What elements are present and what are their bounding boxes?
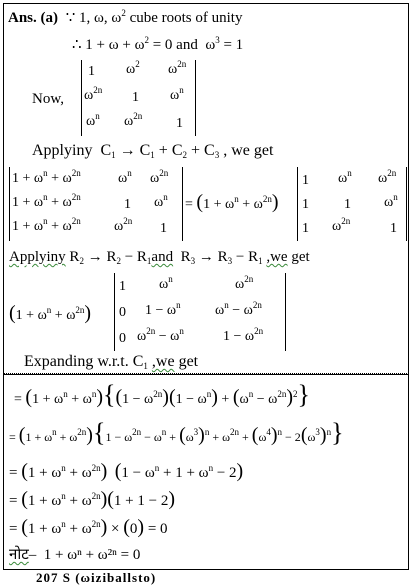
det1-cell: 1 <box>88 64 95 79</box>
det1-cell: $\omega^{2n}$ <box>168 59 187 77</box>
det3-cell: 0 <box>119 331 126 346</box>
det2r-cell: $\omega^n$ <box>384 192 398 210</box>
det1-cell: $\omega^n$ <box>86 111 100 129</box>
det2r-cell: 1 <box>302 221 309 236</box>
det2-cell: $\omega^n$ <box>118 168 132 186</box>
det1-cell: $\omega^{2n}$ <box>84 85 103 103</box>
det2-cell: 1 <box>124 197 131 212</box>
equation-3: = $(1 + \omega^n + \omega^{2n})$ $(1 - \omega^n + 1 + \omega^n - 2)$ <box>9 460 244 482</box>
det2-cell: $1 + \omega^n + \omega^{2n}$ <box>12 216 81 234</box>
determinant-3 <box>114 273 286 351</box>
det2r-cell: 1 <box>344 197 351 212</box>
det2-factor: = $(1 + \omega^n + \omega^{2n})$ <box>185 191 279 213</box>
determinant-1 <box>81 60 196 136</box>
det2-cell: $1 + \omega^n + \omega^{2n}$ <box>12 192 81 210</box>
det3-cell: 0 <box>119 305 126 320</box>
equation-2: = $(1 + \omega^n + \omega^{2n})\{1 - \omega^{2n} - \omega^n + (\omega^3)^n + \omega^{2n} + (\omega^4)^n - 2(\omega^3)^n\}$ <box>9 418 344 447</box>
det1-cell: $\omega^{2n}$ <box>124 111 143 129</box>
det2r-cell: $\omega^{2n}$ <box>378 168 397 186</box>
note-line: नोट– 1 + ωⁿ + ω²ⁿ = 0 <box>9 547 141 563</box>
det2r-cell: $\omega^n$ <box>338 168 352 186</box>
det2r-cell: 1 <box>302 197 309 212</box>
det3-cell: $\omega^{2n} - \omega^n$ <box>137 326 184 344</box>
det3-cell: $\omega^n - \omega^{2n}$ <box>215 300 262 318</box>
det3-cell: 1 <box>119 279 126 294</box>
det2r-cell: 1 <box>390 221 397 236</box>
det3-cell: $1 - \omega^{2n}$ <box>223 326 264 344</box>
det2-cell: $\omega^{2n}$ <box>114 216 133 234</box>
det2-cell: 1 <box>160 221 167 236</box>
det3-cell: $\omega^{2n}$ <box>235 274 254 292</box>
answer-label: Ans. (a) <box>8 10 59 26</box>
det2-cell: $\omega^n$ <box>154 192 168 210</box>
step-3-text: Expanding w.r.t. $C_1$ ,we get <box>24 353 199 371</box>
sum-statement: ∴ $1 + \omega + \omega^2 = 0$ and $\omega^3 = 1$ <box>72 35 244 53</box>
equation-1: = $(1 + \omega^n + \omega^n)\{(1 - \omega^{2n})(1 - \omega^n) + (\omega^n - \omega^{2n})^2\}$ <box>14 380 310 409</box>
det1-cell: 1 <box>132 90 139 105</box>
det3-factor: $(1 + \omega^n + \omega^{2n})$ <box>9 302 92 324</box>
determinant-2-right <box>297 167 407 241</box>
det2-cell: $\omega^{2n}$ <box>150 168 169 186</box>
equation-4: = $(1 + \omega^n + \omega^{2n})(1 + 1 - 2)$ <box>9 488 175 510</box>
det2r-cell: $\omega^{2n}$ <box>332 216 351 234</box>
det2r-cell: 1 <box>302 173 309 188</box>
step-2-text: Applyiny $R_2 \to R_2 - R_1and$ $R_3 \to R_3 - R_1$ ,we get <box>9 249 310 266</box>
footer-text: 207 S (ωiziballsto) <box>36 570 157 585</box>
step-1-text: Applyiny $C_1 \to C_1 + C_2 + C_3$ , we get <box>32 142 274 160</box>
det1-cell: 1 <box>176 116 183 131</box>
det3-cell: $\omega^n$ <box>159 274 173 292</box>
now-label: Now, <box>32 91 64 107</box>
det1-cell: $\omega^2$ <box>126 59 140 77</box>
det2-cell: $1 + \omega^n + \omega^{2n}$ <box>12 168 81 186</box>
roots-statement: ∵ 1, ω, $\omega^2$ cube roots of unity <box>65 8 243 26</box>
equation-5: = $(1 + \omega^n + \omega^{2n}) \times (0) = 0$ <box>9 516 168 538</box>
det1-cell: $\omega^n$ <box>170 85 184 103</box>
det3-cell: $1 - \omega^n$ <box>145 300 181 318</box>
determinant-2-left <box>9 167 183 241</box>
